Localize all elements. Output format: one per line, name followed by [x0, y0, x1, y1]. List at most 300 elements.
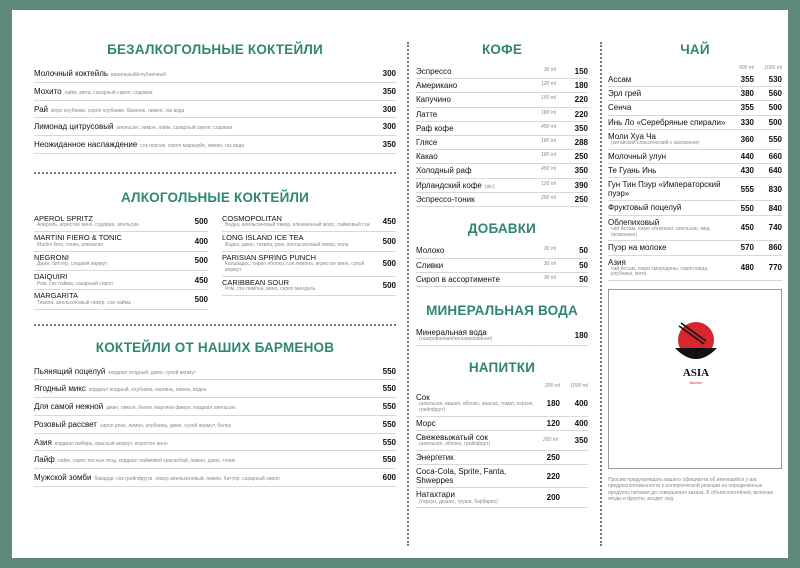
menu-item [416, 488, 588, 508]
menu-item [416, 122, 588, 136]
item-description: апельсин, лимон, лайм, сахарный сироп, содовая [116, 125, 233, 132]
item-name: MARTINI FIERO & TONIC [34, 233, 122, 243]
item-name: Сливки [416, 260, 444, 270]
item-name-block [416, 261, 526, 270]
item-name: Холодный раф [416, 166, 472, 176]
section-title-bezalk: БЕЗАЛКОГОЛЬНЫЕ КОКТЕЙЛИ [107, 42, 323, 57]
bowl-icon [675, 348, 717, 359]
item-price: 550 [740, 203, 754, 213]
item-name-block [34, 69, 370, 79]
menu-item [34, 101, 396, 119]
menu-item [222, 232, 396, 251]
menu-item [416, 326, 588, 346]
item-price: 550 [382, 384, 396, 394]
item-name: Розовый рассвет [34, 419, 97, 429]
alk-right-list [222, 213, 396, 310]
barmen-list [34, 363, 396, 487]
menu-item [34, 213, 208, 232]
item-name-block [416, 393, 534, 414]
mineral-list [416, 326, 588, 346]
item-name-block [416, 467, 534, 485]
item-name: Облепиховый [608, 217, 660, 227]
menu-item [416, 193, 588, 207]
item-name-block [34, 438, 370, 448]
item-volume: 30 ml [543, 246, 556, 253]
item-volume: 30 ml [543, 274, 556, 281]
item-price: 500 [194, 217, 208, 227]
section-title-addons: ДОБАВКИ [467, 221, 537, 237]
menu-item [34, 65, 396, 83]
item-price: 220 [546, 471, 560, 481]
item-price: 430 [740, 165, 754, 175]
item-price-large: 740 [768, 223, 782, 233]
item-price-large: 840 [768, 203, 782, 213]
item-name-block [34, 215, 182, 229]
item-name: APEROL SPRITZ [34, 213, 93, 223]
item-price: 390 [574, 180, 588, 190]
item-description: ванильный/клубничный [111, 72, 166, 78]
item-price: 500 [194, 294, 208, 304]
item-name-block [416, 124, 526, 133]
item-name-block [608, 132, 728, 147]
item-description: Martini fiero, тоник, апельсин [37, 241, 104, 248]
section-title-drinks: НАПИТКИ [468, 359, 536, 375]
item-price-large: 500 [768, 117, 782, 127]
item-name: Coca-Cola, Sprite, Fanta, Shweppes [416, 466, 507, 486]
item-description: кордиал имбирь, красный вермут, игристое вино [54, 440, 168, 447]
menu-item [34, 271, 208, 290]
item-price: 355 [740, 75, 754, 85]
logo-text: ASIA [682, 367, 710, 380]
menu-item [34, 290, 208, 309]
item-description: бакарди, сок грейпфрута, ликер апельсиновый, лимон, биттер, сахарный сироп [94, 476, 280, 483]
item-name: Мужской зомби [34, 473, 92, 483]
item-price-large: 860 [768, 243, 782, 253]
section-title-tea: ЧАЙ [680, 42, 710, 57]
section-title-barmen: КОКТЕЙЛИ ОТ НАШИХ БАРМЕНОВ [95, 339, 335, 355]
item-price: 200 [546, 493, 560, 503]
item-name: Лайф [34, 455, 55, 465]
menu-item [34, 83, 396, 101]
menu-item [34, 380, 396, 398]
item-name-block [416, 138, 526, 147]
item-name: NEGRONI [34, 252, 70, 262]
item-name-block [34, 140, 370, 150]
item-name-block [34, 273, 182, 287]
item-price: 220 [574, 95, 588, 105]
item-name: LONG ISLAND ICE TEA [222, 233, 304, 243]
item-price: 250 [574, 195, 588, 205]
item-price: 555 [740, 184, 754, 194]
item-price: 50 [579, 274, 588, 284]
item-price: 300 [382, 122, 396, 132]
item-description: (апельсин, вишня, яблоко, ананас, томат, персик, грейпфрут) [419, 401, 534, 413]
menu-item [34, 118, 396, 136]
item-name-block [416, 81, 526, 90]
item-price: 250 [574, 152, 588, 162]
menu-item [608, 164, 782, 178]
item-price: 350 [382, 140, 396, 149]
item-price: 220 [574, 109, 588, 119]
menu-item [416, 244, 588, 258]
item-price: 550 [382, 402, 396, 412]
volume-label: 1000 ml [764, 65, 782, 71]
item-name: Ирландский кофе [416, 180, 482, 190]
item-name-block [34, 367, 370, 377]
item-volume: 180 ml [540, 109, 556, 116]
item-name: Раф кофе [416, 123, 454, 133]
item-name-block [34, 402, 370, 412]
item-price-large: 770 [768, 263, 782, 273]
item-name: Глясе [416, 137, 438, 147]
item-volume: 120 ml [540, 81, 556, 88]
item-volume: 250 ml [540, 195, 556, 202]
item-price-large: 560 [768, 89, 782, 99]
item-name: Пуэр на молоке [608, 243, 667, 253]
item-name: Лимонад цитрусовый [34, 122, 114, 132]
menu-item [416, 79, 588, 93]
item-name: Моли Хуа Ча [608, 131, 656, 141]
menu-item [608, 216, 782, 242]
item-price: 250 [546, 452, 560, 462]
coffee-list [416, 65, 588, 207]
item-description: (газированная/негазированная) [419, 336, 493, 343]
item-price-large: 530 [768, 75, 782, 85]
item-name: PARISIAN SPRING PUNCH [222, 252, 317, 262]
menu-item [34, 469, 396, 487]
item-name-block [34, 455, 370, 465]
item-price: 570 [740, 243, 754, 253]
item-description: кордиал ягодный, джин, сухой вермут [108, 369, 197, 376]
column-tea [608, 42, 782, 546]
item-volume: 30 ml [543, 67, 556, 73]
item-price-large: 350 [574, 435, 588, 445]
item-price: 550 [382, 455, 396, 465]
menu-item [416, 164, 588, 178]
menu-item [416, 108, 588, 122]
item-name: COSMOPOLITAN [222, 213, 282, 223]
item-name-block [34, 384, 370, 394]
item-description: (китайский классический с жасмином) [611, 139, 700, 146]
item-name: Молочный коктейль [34, 69, 109, 78]
item-volume: 250 ml [542, 437, 558, 444]
menu-item [222, 213, 396, 232]
item-name-block [608, 118, 728, 127]
item-price-large: 640 [768, 165, 782, 175]
item-price: 300 [382, 69, 396, 78]
section-title-mineral: МИНЕРАЛЬНАЯ ВОДА [426, 303, 578, 318]
menu-item [34, 416, 396, 434]
item-name: Эспрессо-тоник [416, 195, 475, 205]
item-name: Молоко [416, 246, 445, 256]
item-price: 330 [740, 117, 754, 127]
item-description: Апероль, игристое вино, содовая, апельсин [37, 222, 139, 229]
item-name-block [608, 203, 728, 212]
item-name-block [608, 180, 728, 198]
column-coffee [416, 42, 588, 546]
menu-item [608, 201, 782, 215]
column-divider [600, 42, 602, 546]
item-volume: 450 ml [540, 166, 556, 173]
menu-item [608, 256, 782, 282]
item-name-block [34, 87, 370, 97]
item-price: 380 [740, 89, 754, 99]
menu-item [222, 252, 396, 277]
menu-item [416, 259, 588, 273]
menu-item [416, 273, 588, 287]
alk-left-list [34, 213, 208, 310]
item-name-block [222, 215, 370, 229]
volume-label: 200 ml [544, 382, 560, 389]
item-price: 400 [194, 236, 208, 246]
item-name-block [416, 453, 534, 462]
item-name-block [416, 490, 534, 505]
menu-item [608, 101, 782, 115]
item-name-block [416, 275, 526, 284]
item-name: Пьянящий поцелуй [34, 366, 106, 376]
menu-item [416, 391, 588, 417]
tea-list [608, 73, 782, 281]
item-name-block [34, 234, 182, 248]
menu-item [416, 150, 588, 164]
item-name: Инь Ло «Серебряные спирали» [608, 117, 726, 127]
item-price-large: 500 [768, 103, 782, 113]
item-name: CARIBBEAN SOUR [222, 277, 290, 287]
item-price: 288 [574, 137, 588, 147]
menu-item [34, 398, 396, 416]
item-name-block [222, 279, 370, 293]
addons-list [416, 244, 588, 287]
menu-item [608, 150, 782, 164]
item-price: 500 [382, 236, 396, 246]
logo-box [608, 289, 782, 469]
item-name-block [34, 420, 370, 430]
item-price: 350 [382, 86, 396, 96]
drinks-list [416, 391, 588, 508]
item-description: кордиал ягодный, клубника, малина, лимон, водка [88, 387, 207, 394]
menu-item [416, 465, 588, 488]
item-name: Натахтари [416, 490, 455, 500]
item-name: DAIQUIRI [34, 271, 68, 281]
item-name: Ассам [608, 75, 632, 84]
item-name: Минеральная вода [416, 328, 487, 337]
item-price: 450 [194, 275, 208, 285]
item-price: 355 [740, 103, 754, 113]
section-title-coffee: КОФЕ [481, 42, 523, 57]
tea-volume-header [608, 65, 782, 71]
bezalk-list [34, 65, 396, 154]
menu-item [34, 363, 396, 381]
divider [34, 172, 396, 174]
item-name-block [608, 89, 728, 98]
item-name: Американо [416, 81, 458, 91]
menu-item [608, 241, 782, 255]
item-description: (тархун, дюшес, груша, барбарис) [419, 498, 498, 505]
item-volume: 30 ml [543, 260, 556, 267]
item-name-block [608, 166, 728, 175]
item-name: Рай [34, 104, 48, 114]
item-price: 180 [574, 81, 588, 91]
item-volume: 180 ml [540, 137, 556, 144]
menu-item [416, 65, 588, 79]
item-name: Эрл грей [608, 89, 642, 99]
menu-item [34, 232, 208, 251]
item-name-block [608, 152, 728, 161]
item-price: 500 [382, 281, 396, 291]
item-price: 550 [382, 366, 396, 376]
logo-subtext: kitchen [689, 380, 703, 386]
menu-item [416, 431, 588, 451]
item-price: 450 [382, 217, 396, 227]
item-description: лайм, сироп лесных ягод, кордиал лаймовой краснобай, лимон, джин, тоник [57, 458, 236, 465]
menu-item [608, 87, 782, 101]
item-price-large: 660 [768, 151, 782, 161]
item-name: Эспрессо [416, 67, 452, 76]
section-title-alk: АЛКОГОЛЬНЫЕ КОКТЕЙЛИ [120, 189, 310, 205]
item-description: сок персик, сироп маракуйя, лимон, газ вода [140, 143, 245, 149]
item-description: Водка, джин, текила, ром, апельсиновый ликер, кола [225, 241, 349, 248]
item-price: 300 [382, 104, 396, 114]
item-price: 180 [574, 330, 588, 340]
item-name-block [608, 258, 728, 279]
item-price: 360 [740, 134, 754, 144]
item-price: 50 [579, 246, 588, 256]
menu-sheet [12, 10, 788, 558]
item-name: Для самой нежной [34, 402, 104, 412]
menu-item [34, 252, 208, 271]
item-description: Водка, апельсиновый ликер, клюквенный морс, лаймовый сок [225, 222, 370, 229]
item-price-large: 400 [574, 418, 588, 428]
item-name: Сок [416, 392, 430, 402]
item-name: Ягодный микс [34, 384, 86, 394]
item-name: Сенча [608, 103, 632, 113]
item-description: Ром, сок лайма, сахарный сироп [37, 280, 113, 287]
item-description: чай Ассам, пюре облепихи, апельсин, мёд (возможно) [611, 225, 710, 238]
item-name: Мохито [34, 86, 62, 96]
item-name: Те Гуань Инь [608, 165, 657, 175]
item-name: MARGARITA [34, 291, 79, 301]
item-price: 180 [546, 398, 560, 408]
menu-item [34, 434, 396, 452]
item-name: Капучино [416, 95, 451, 105]
item-name-block [416, 166, 526, 175]
item-description: морс клубники, сироп клубники, базилик, лимон, газ вода [51, 107, 185, 114]
item-description: сироп роза, лимон, клубника, джин, сухой вермут, белок [99, 422, 231, 429]
column-cocktails [34, 42, 396, 546]
item-volume: 180 ml [540, 152, 556, 159]
menu-item [416, 417, 588, 431]
item-description: Текила, апельсиновый ликер, сок лайма [37, 299, 131, 306]
volume-label: 1000 ml [570, 382, 588, 389]
item-name-block [416, 246, 526, 255]
item-name-block [222, 234, 370, 248]
item-price: 350 [574, 123, 588, 133]
item-name-block [416, 110, 526, 119]
item-name-block [416, 95, 526, 104]
item-name-block [608, 243, 728, 252]
item-price: 600 [382, 473, 396, 483]
column-divider [407, 42, 409, 546]
item-price: 150 [574, 67, 588, 76]
item-name: Неожиданное наслаждение [34, 140, 138, 149]
divider [34, 324, 396, 326]
item-price: 440 [740, 151, 754, 161]
item-price: 350 [574, 166, 588, 176]
item-name-block [222, 254, 370, 274]
item-name-block [416, 152, 526, 161]
item-description: джин, лимон, белок, мартини фиеро, кордиал апельсин [106, 405, 236, 412]
item-description: Ром, сок лимона, вино, сироп миндаль [225, 286, 316, 293]
volume-label: 500 ml [738, 65, 754, 71]
item-price: 480 [740, 263, 754, 273]
item-name-block [34, 473, 370, 483]
item-description: Кальвадос, сироп яблоко, сок лимона, игристое вино, сухой вермут [225, 261, 365, 273]
item-name-block [34, 122, 370, 132]
item-name-block [34, 292, 182, 306]
menu-item [222, 277, 396, 296]
item-name: Энергетик [416, 452, 454, 462]
item-price-large: 830 [768, 184, 782, 194]
item-name: Азия [608, 257, 626, 267]
item-price: 550 [382, 419, 396, 429]
item-name-block [608, 218, 728, 239]
item-description: чай Ассам, пюре смородины, сироп мёда, клубника, мята [611, 265, 709, 278]
item-name-block [608, 75, 728, 84]
menu-item [608, 116, 782, 130]
menu-item [608, 178, 782, 201]
item-price: 120 [546, 418, 560, 428]
item-name: Азия [34, 437, 52, 447]
drinks-volume-header [416, 383, 588, 389]
item-name: Молочный улун [608, 151, 666, 161]
item-name-block [416, 328, 562, 343]
menu-item [34, 136, 396, 154]
menu-item [416, 136, 588, 150]
item-volume: 450 ml [540, 123, 556, 130]
item-description: (alc) [484, 183, 495, 190]
item-name-block [34, 254, 182, 268]
menu-item [34, 451, 396, 469]
item-name: Латте [416, 109, 438, 119]
asia-logo [609, 290, 783, 468]
menu-item [416, 93, 588, 107]
item-name-block [416, 195, 526, 204]
item-price: 50 [579, 260, 588, 270]
item-name-block [416, 419, 534, 428]
item-name: Гун Тин Пэур «Императорский пуэр» [608, 180, 721, 199]
menu-item [416, 451, 588, 465]
alk-grid [34, 213, 396, 310]
item-price: 450 [740, 223, 754, 233]
item-volume: 120 ml [540, 180, 556, 187]
item-name: Фруктовый поцелуй [608, 203, 682, 213]
allergy-note: Просим предупреждать вашего официанта об имеющейся у вас предрасположенности к аллергической реакции на определенные продукты питания до совершения заказа. В объем коктейлей, включая ягоды и фрукты, входит лед. [608, 477, 774, 502]
menu-item [608, 130, 782, 150]
item-description: (апельсин, яблоко, грейпфрут) [419, 441, 491, 447]
item-name: Какао [416, 152, 438, 162]
item-price: 500 [382, 259, 396, 269]
item-price: 500 [194, 256, 208, 266]
item-volume: 150 ml [540, 95, 556, 102]
menu-item [608, 73, 782, 87]
item-name: Морс [416, 418, 436, 428]
item-price-large: 400 [574, 398, 588, 408]
item-name-block [416, 67, 526, 76]
item-description: лайм, мята, сахарный сироп, содовая [64, 89, 153, 96]
item-price-large: 550 [768, 134, 782, 144]
item-name-block [416, 181, 526, 191]
item-price: 550 [382, 437, 396, 447]
